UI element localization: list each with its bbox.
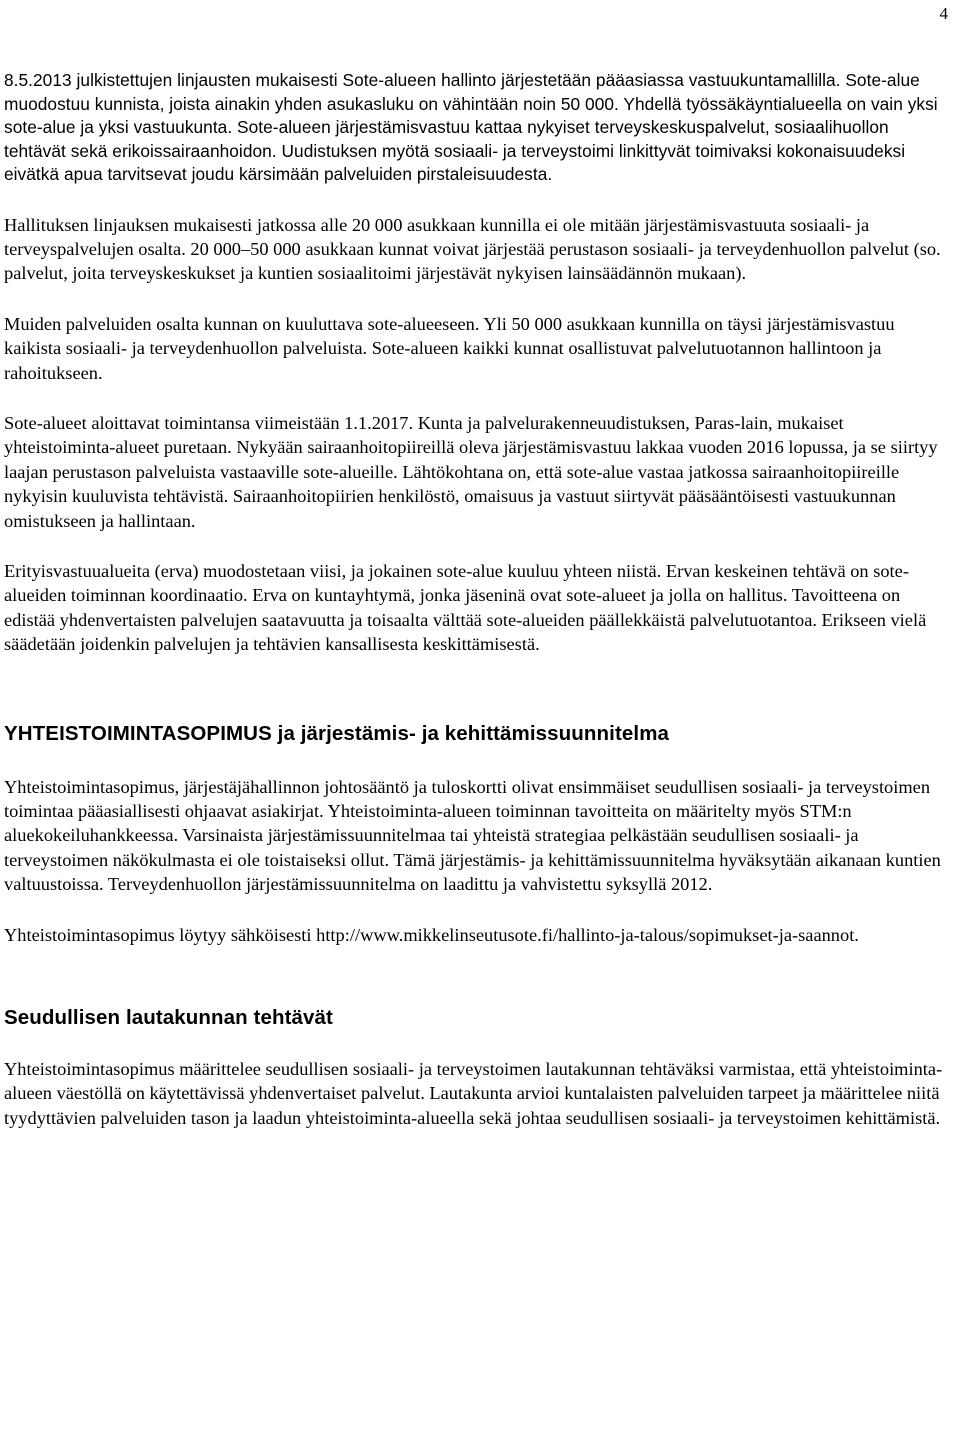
paragraph-hallituksen-linjaus: Hallituksen linjauksen mukaisesti jatkossa alle 20 000 asukkaan kunnilla ei ole mitään järjestämisvastuuta sosiaali- ja terveyspalvelujen osalta. 20 000–50 000 asukkaan kunnat voivat järjestää perustason sosiaali- ja terveydenhuollon palvelut (so. palvelut, joita terveyskeskukset ja kuntien sosiaalitoimi järjestävät nykyisen lainsäädännön mukaan). (4, 214, 941, 284)
section-heading-lautakunnan-tehtavat: Seudullisen lautakunnan tehtävät (4, 1006, 333, 1030)
paragraph-erityisvastuualueet: Erityisvastuualueita (erva) muodostetaan viisi, ja jokainen sote-alue kuuluu yhteen niistä. Ervan keskeinen tehtävä on sote-alueiden toiminnan koordinaatio. Erva on kuntayhtymä, jonka jäseninä ovat sote-alueet ja jolla on hallitus. Tavoitteena on edistää yhdenvertaisten palvelujen saatavuutta ja toisaalta välttää sote-alueiden päällekkäistä palvelutuotantoa. Erikseen vielä säädetään joidenkin palvelujen ja tehtävien kansallisesta keskittämisestä. (4, 560, 927, 655)
paragraph-sote-alueet-aloittavat: Sote-alueet aloittavat toimintansa viimeistään 1.1.2017. Kunta ja palvelurakenneuudistuksen, Paras-lain, mukaiset yhteistoiminta-alueet puretaan. Nykyään sairaanhoitopiireillä oleva järjestämisvastuu lakkaa vuoden 2016 lopussa, ja se siirtyy laajan perustason palveluista vastaaville sote-alueille. Lähtökohtana on, että sote-alue vastaa jatkossa sairaanhoitopiireille nykyisin kuuluvista tehtävistä. Sairaanhoitopiirien henkilöstö, omaisuus ja vastuut siirtyvät pääsääntöisesti vastuukunnan omistukseen ja hallintaan. (4, 412, 938, 531)
paragraph-sote-linjaukset: 8.5.2013 julkistettujen linjausten mukaisesti Sote-alueen hallinto järjestetään pääasiassa vastuukuntamallilla. Sote-alue muodostuu kunnista, joista ainakin yhden asukasluku on vähintään noin 50 000. Yhdellä työssäkäyntialueella on vain yksi sote-alue ja yksi vastuukunta. Sote-alueen järjestämisvastuu kattaa nykyiset terveyskeskuspalvelut, sosiaalihuollon tehtävät sekä erikoissairaanhoidon. Uudistuksen myötä sosiaali- ja terveystoimi linkittyvät toimivaksi kokonaisuudeksi eivätkä apua tarvitsevat joudu kärsimään palveluiden pirstaleisuudesta. (4, 70, 938, 184)
paragraph-yhteistoimintasopimus: Yhteistoimintasopimus, järjestäjähallinnon johtosääntö ja tuloskortti olivat ensimmäiset seudullisen sosiaali- ja terveystoimen toimintaa pääasiallisesti ohjaavat asiakirjat. Yhteistoiminta-alueen toiminnan tavoitteita on määritelty myös STM:n aluekokeiluhankkeessa. Varsinaista järjestämissuunnitelmaa tai yhteistä strategiaa pelkästään seudullisen sosiaali- ja terveystoimen näkökulmasta ei ole toistaiseksi ollut. Tämä järjestämis- ja kehittämissuunnitelma hyväksytään aikanaan kuntien valtuustoissa. Terveydenhuollon järjestämissuunnitelma on laadittu ja vahvistettu syksyllä 2012. (4, 776, 941, 895)
page-number: 4 (939, 4, 948, 23)
document-body (4, 69, 952, 1130)
paragraph-lautakunnan-tehtavat: Yhteistoimintasopimus määrittelee seudullisen sosiaali- ja terveystoimen lautakunnan tehtäväksi varmistaa, että yhteistoiminta-alueen väestöllä on käytettävissä yhdenvertaiset palvelut. Lautakunta arvioi kuntalaisten palveluiden tarpeet ja määrittelee niitä tyydyttävien palveluiden tason ja laadun yhteistoiminta-alueella sekä johtaa seudullisen sosiaali- ja terveystoimen kehittämistä. (4, 1059, 943, 1128)
paragraph-sopimus-linkki: Yhteistoimintasopimus löytyy sähköisesti http://www.mikkelinseutusote.fi/hallinto-ja-talous/sopimukset-ja-saannot. (4, 924, 859, 945)
paragraph-muiden-palveluiden: Muiden palveluiden osalta kunnan on kuuluttava sote-alueeseen. Yli 50 000 asukkaan kunnilla on täysi järjestämisvastuu kaikista sosiaali- ja terveydenhuollon palveluista. Sote-alueen kaikki kunnat osallistuvat palvelutuotannon hallintoon ja rahoitukseen. (4, 313, 895, 383)
section-heading-yhteistoimintasopimus: YHTEISTOIMINTASOPIMUS ja järjestämis- ja kehittämissuunnitelma (4, 721, 670, 745)
